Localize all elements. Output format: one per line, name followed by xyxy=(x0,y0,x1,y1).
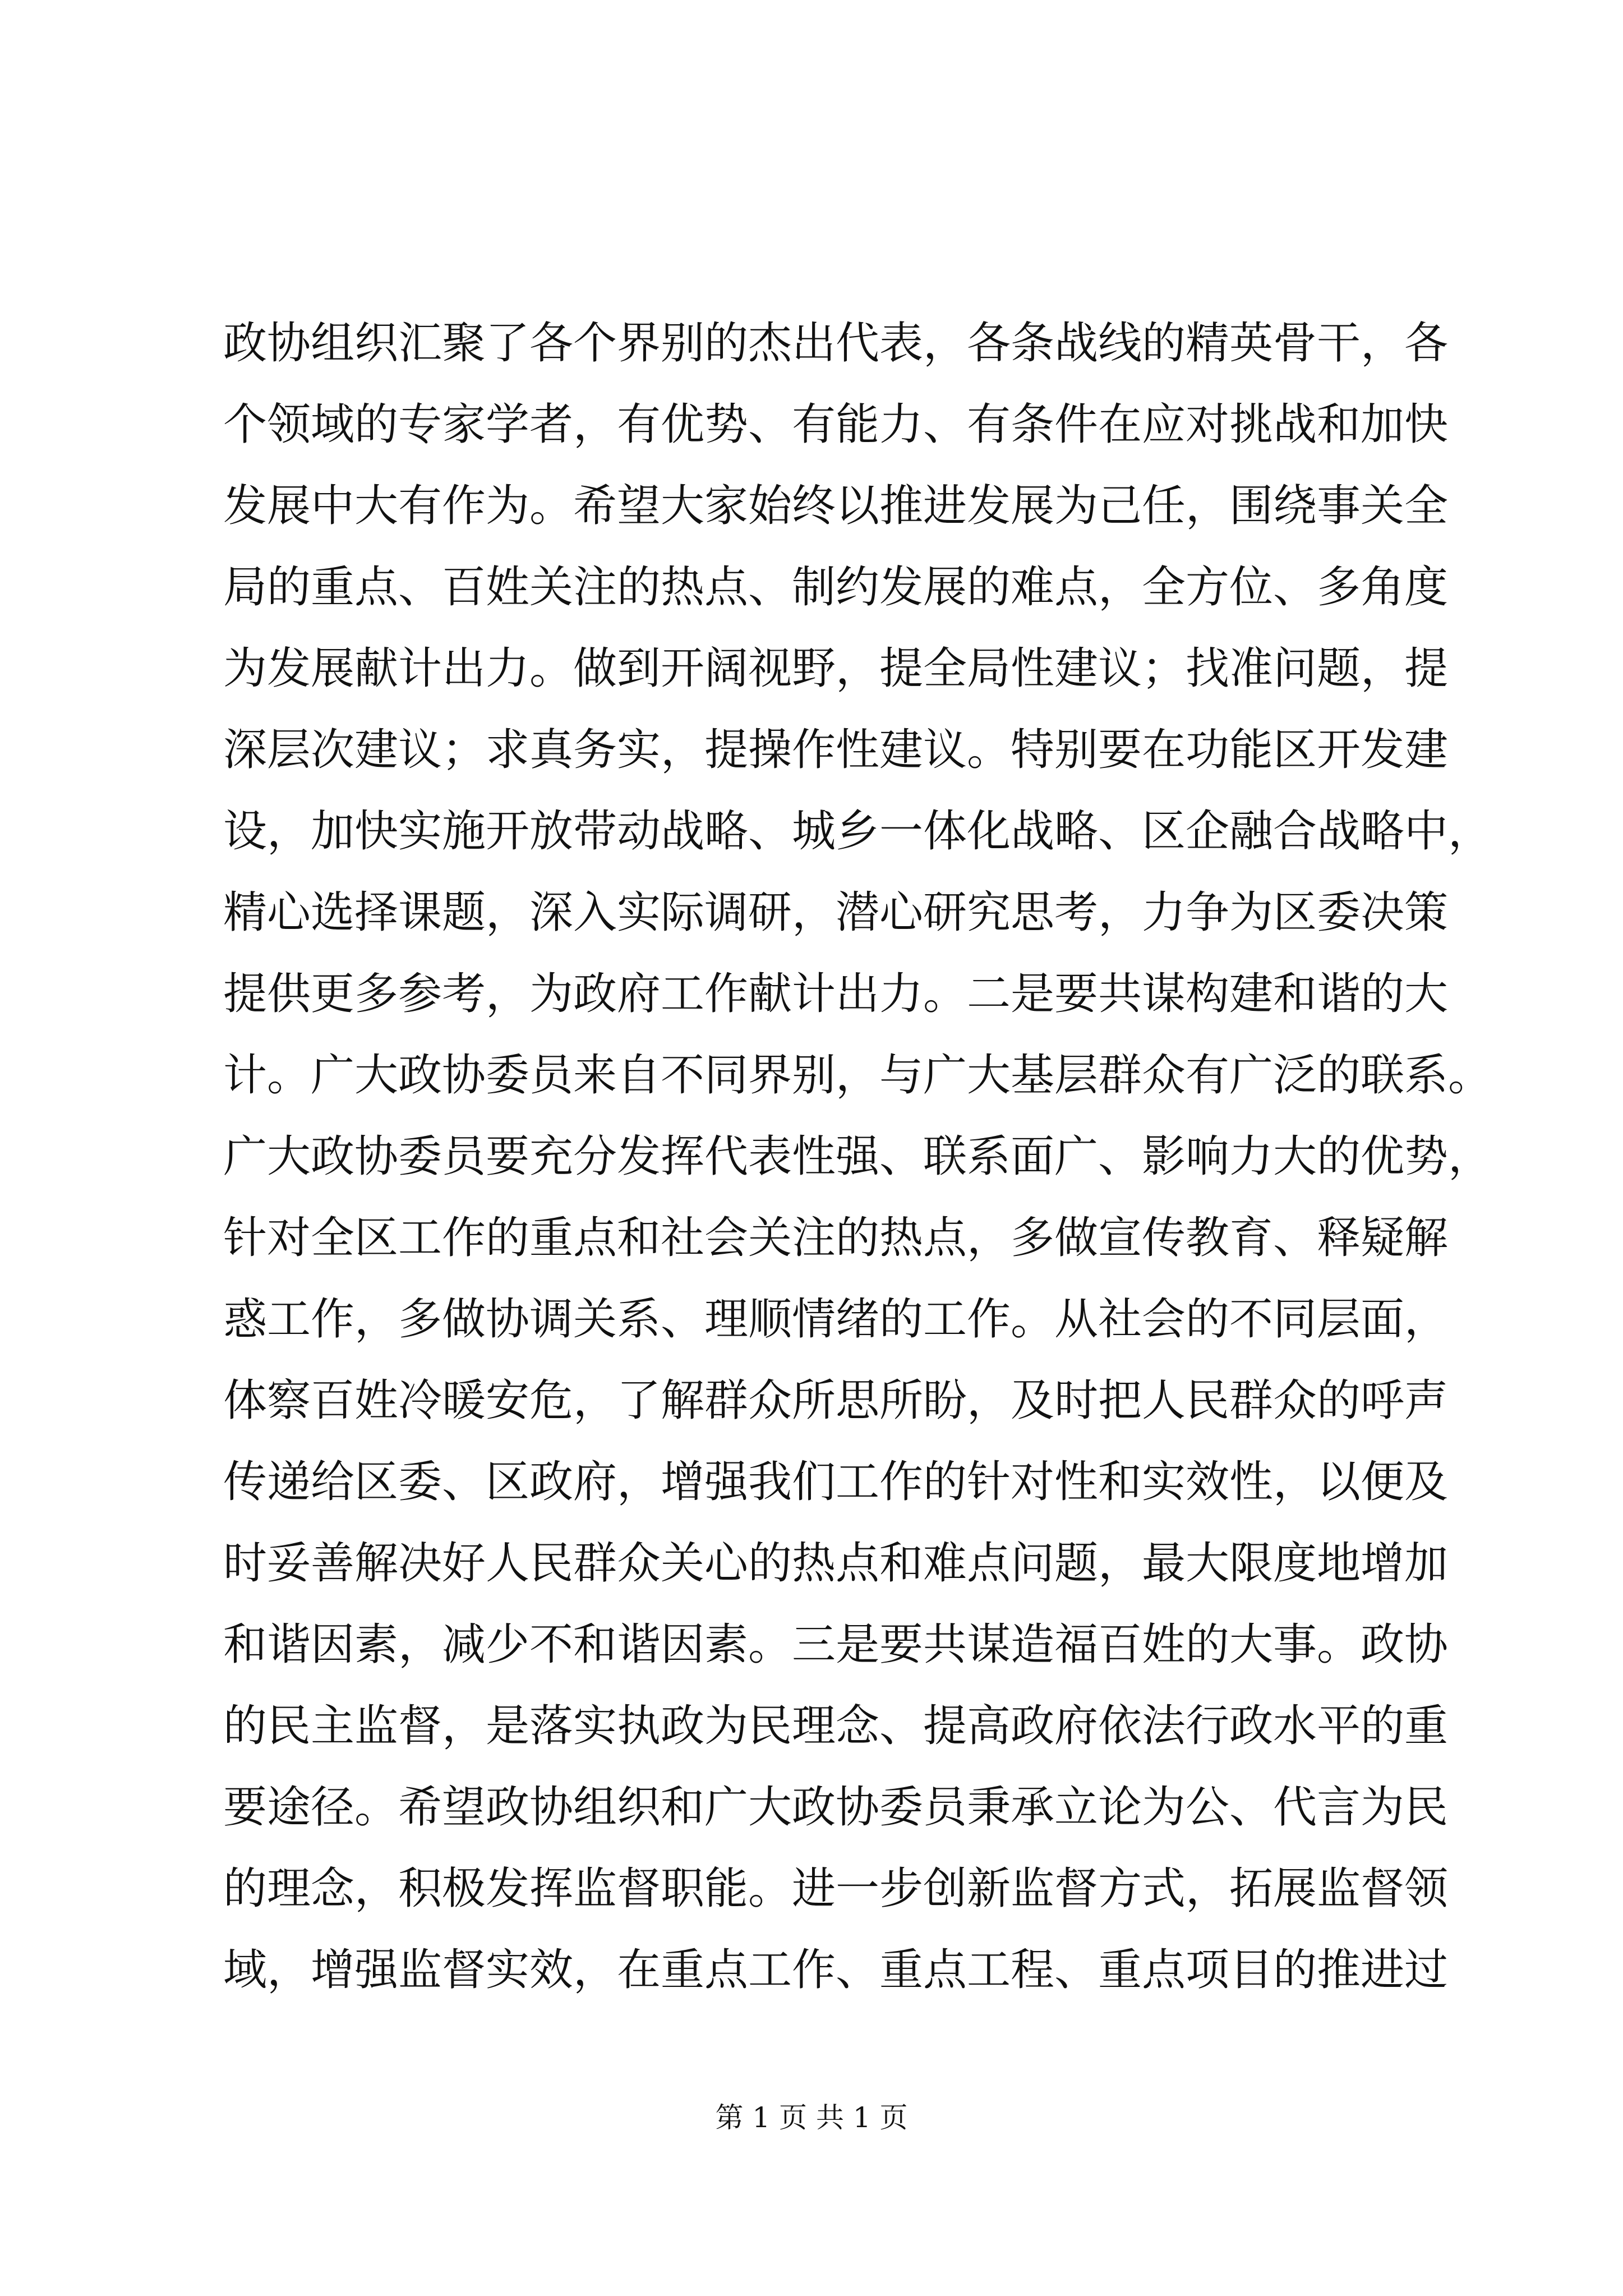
text-line: 和谐因素，减少不和谐因素。三是要共谋造福百姓的大事。政协 xyxy=(223,1619,1449,1670)
text-line: 惑工作，多做协调关系、理顺情绪的工作。从社会的不同层面， xyxy=(223,1294,1449,1345)
page-footer xyxy=(0,2098,1623,2137)
text-line: 深层次建议；求真务实，提操作性建议。特别要在功能区开发建 xyxy=(223,725,1449,775)
text-line: 域，增强监督实效，在重点工作、重点工程、重点项目的推进过 xyxy=(223,1945,1449,1995)
text-line: 局的重点、百姓关注的热点、制约发展的难点，全方位、多角度 xyxy=(223,562,1449,613)
text-line: 传递给区委、区政府，增强我们工作的针对性和实效性，以便及 xyxy=(223,1457,1449,1507)
text-line: 发展中大有作为。希望大家始终以推进发展为己任，围绕事关全 xyxy=(223,481,1449,531)
text-line: 个领域的专家学者，有优势、有能力、有条件在应对挑战和加快 xyxy=(223,399,1449,450)
text-line: 提供更多参考，为政府工作献计出力。二是要共谋构建和谐的大 xyxy=(223,969,1449,1019)
text-line: 要途径。希望政协组织和广大政协委员秉承立论为公、代言为民 xyxy=(223,1782,1449,1833)
text-line: 针对全区工作的重点和社会关注的热点，多做宣传教育、释疑解 xyxy=(223,1213,1449,1263)
text-line: 为发展献计出力。做到开阔视野，提全局性建议；找准问题，提 xyxy=(223,643,1449,694)
text-line: 体察百姓冷暖安危，了解群众所思所盼，及时把人民群众的呼声 xyxy=(223,1375,1449,1426)
text-line: 政协组织汇聚了各个界别的杰出代表，各条战线的精英骨干，各 xyxy=(223,318,1449,369)
text-line: 精心选择课题，深入实际调研，潜心研究思考，力争为区委决策 xyxy=(223,887,1449,938)
text-line: 的民主监督，是落实执政为民理念、提高政府依法行政水平的重 xyxy=(223,1701,1449,1751)
text-line: 设，加快实施开放带动战略、城乡一体化战略、区企融合战略中， xyxy=(223,806,1492,857)
page-number-label: 第 1 页 共 1 页 xyxy=(715,2101,908,2134)
text-line: 的理念，积极发挥监督职能。进一步创新监督方式，拓展监督领 xyxy=(223,1864,1449,1914)
text-line: 广大政协委员要充分发挥代表性强、联系面广、影响力大的优势， xyxy=(223,1131,1492,1182)
body-text xyxy=(223,303,1492,2011)
text-line: 时妥善解决好人民群众关心的热点和难点问题，最大限度地增加 xyxy=(223,1538,1449,1589)
text-line: 计。广大政协委员来自不同界别，与广大基层群众有广泛的联系。 xyxy=(223,1050,1492,1101)
